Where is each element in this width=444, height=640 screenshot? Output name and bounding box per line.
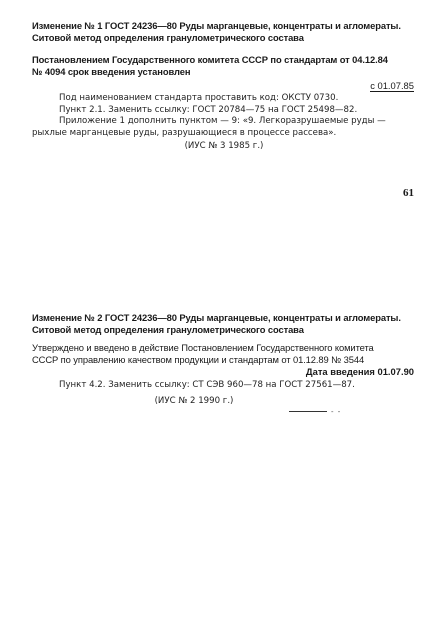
change-1-paragraph-3-line-1: Приложение 1 дополнить пунктом — 9: «9. Легкоразрушаемые руды — — [59, 116, 386, 126]
change-2-body — [32, 380, 416, 407]
change-2-paragraph-1: Пункт 4.2. Заменить ссылку: СТ СЭВ 960—78 на ГОСТ 27561—87. — [59, 380, 355, 390]
change-1-approval-line-1: Постановлением Государственного комитета СССР по стандартам от 04.12.84 — [32, 54, 388, 65]
change-1-section — [32, 20, 414, 92]
change-2-title-line-1: Изменение № 2 ГОСТ 24236—80 Руды марганцевые, концентраты и агломераты. — [32, 312, 401, 323]
page-number: 61 — [403, 187, 414, 199]
change-1-title-line-2: Ситовой метод определения гранулометрического состава — [32, 32, 304, 43]
change-1-title-line-1: Изменение № 1 ГОСТ 24236—80 Руды марганцевые, концентраты и агломераты. — [32, 20, 401, 31]
closing-rule — [289, 411, 327, 412]
change-2-approval-line-1: Утверждено и введено в действие Постановлением Государственного комитета — [32, 342, 374, 353]
change-2-section — [32, 312, 414, 378]
change-1-approval-line-2: № 4094 срок введения установлен — [32, 66, 191, 77]
change-2-source: (ИУС № 2 1990 г.) — [154, 395, 234, 406]
closing-rule-dash: ‐ ‐ — [331, 408, 342, 416]
change-1-effective-date: с 01.07.85 — [370, 80, 414, 91]
change-1-paragraph-3-line-2: рыхлые марганцевые руды, разрушающиеся в процессе рассева». — [32, 127, 337, 138]
change-1-paragraph-1: Под наименованием стандарта проставить код: ОКСТУ 0730. — [59, 93, 339, 103]
change-1-body — [32, 93, 416, 153]
change-2-approval-line-2: СССР по управлению качеством продукции и стандартам от 01.12.89 № 3544 — [32, 354, 365, 365]
change-1-paragraph-2: Пункт 2.1. Заменить ссылку: ГОСТ 20784—75 на ГОСТ 25498—82. — [59, 104, 358, 115]
change-2-title-line-2: Ситовой метод определения гранулометрического состава — [32, 324, 304, 335]
change-2-effective-date: Дата введения 01.07.90 — [305, 366, 414, 377]
change-1-source: (ИУС № 3 1985 г.) — [184, 141, 264, 151]
